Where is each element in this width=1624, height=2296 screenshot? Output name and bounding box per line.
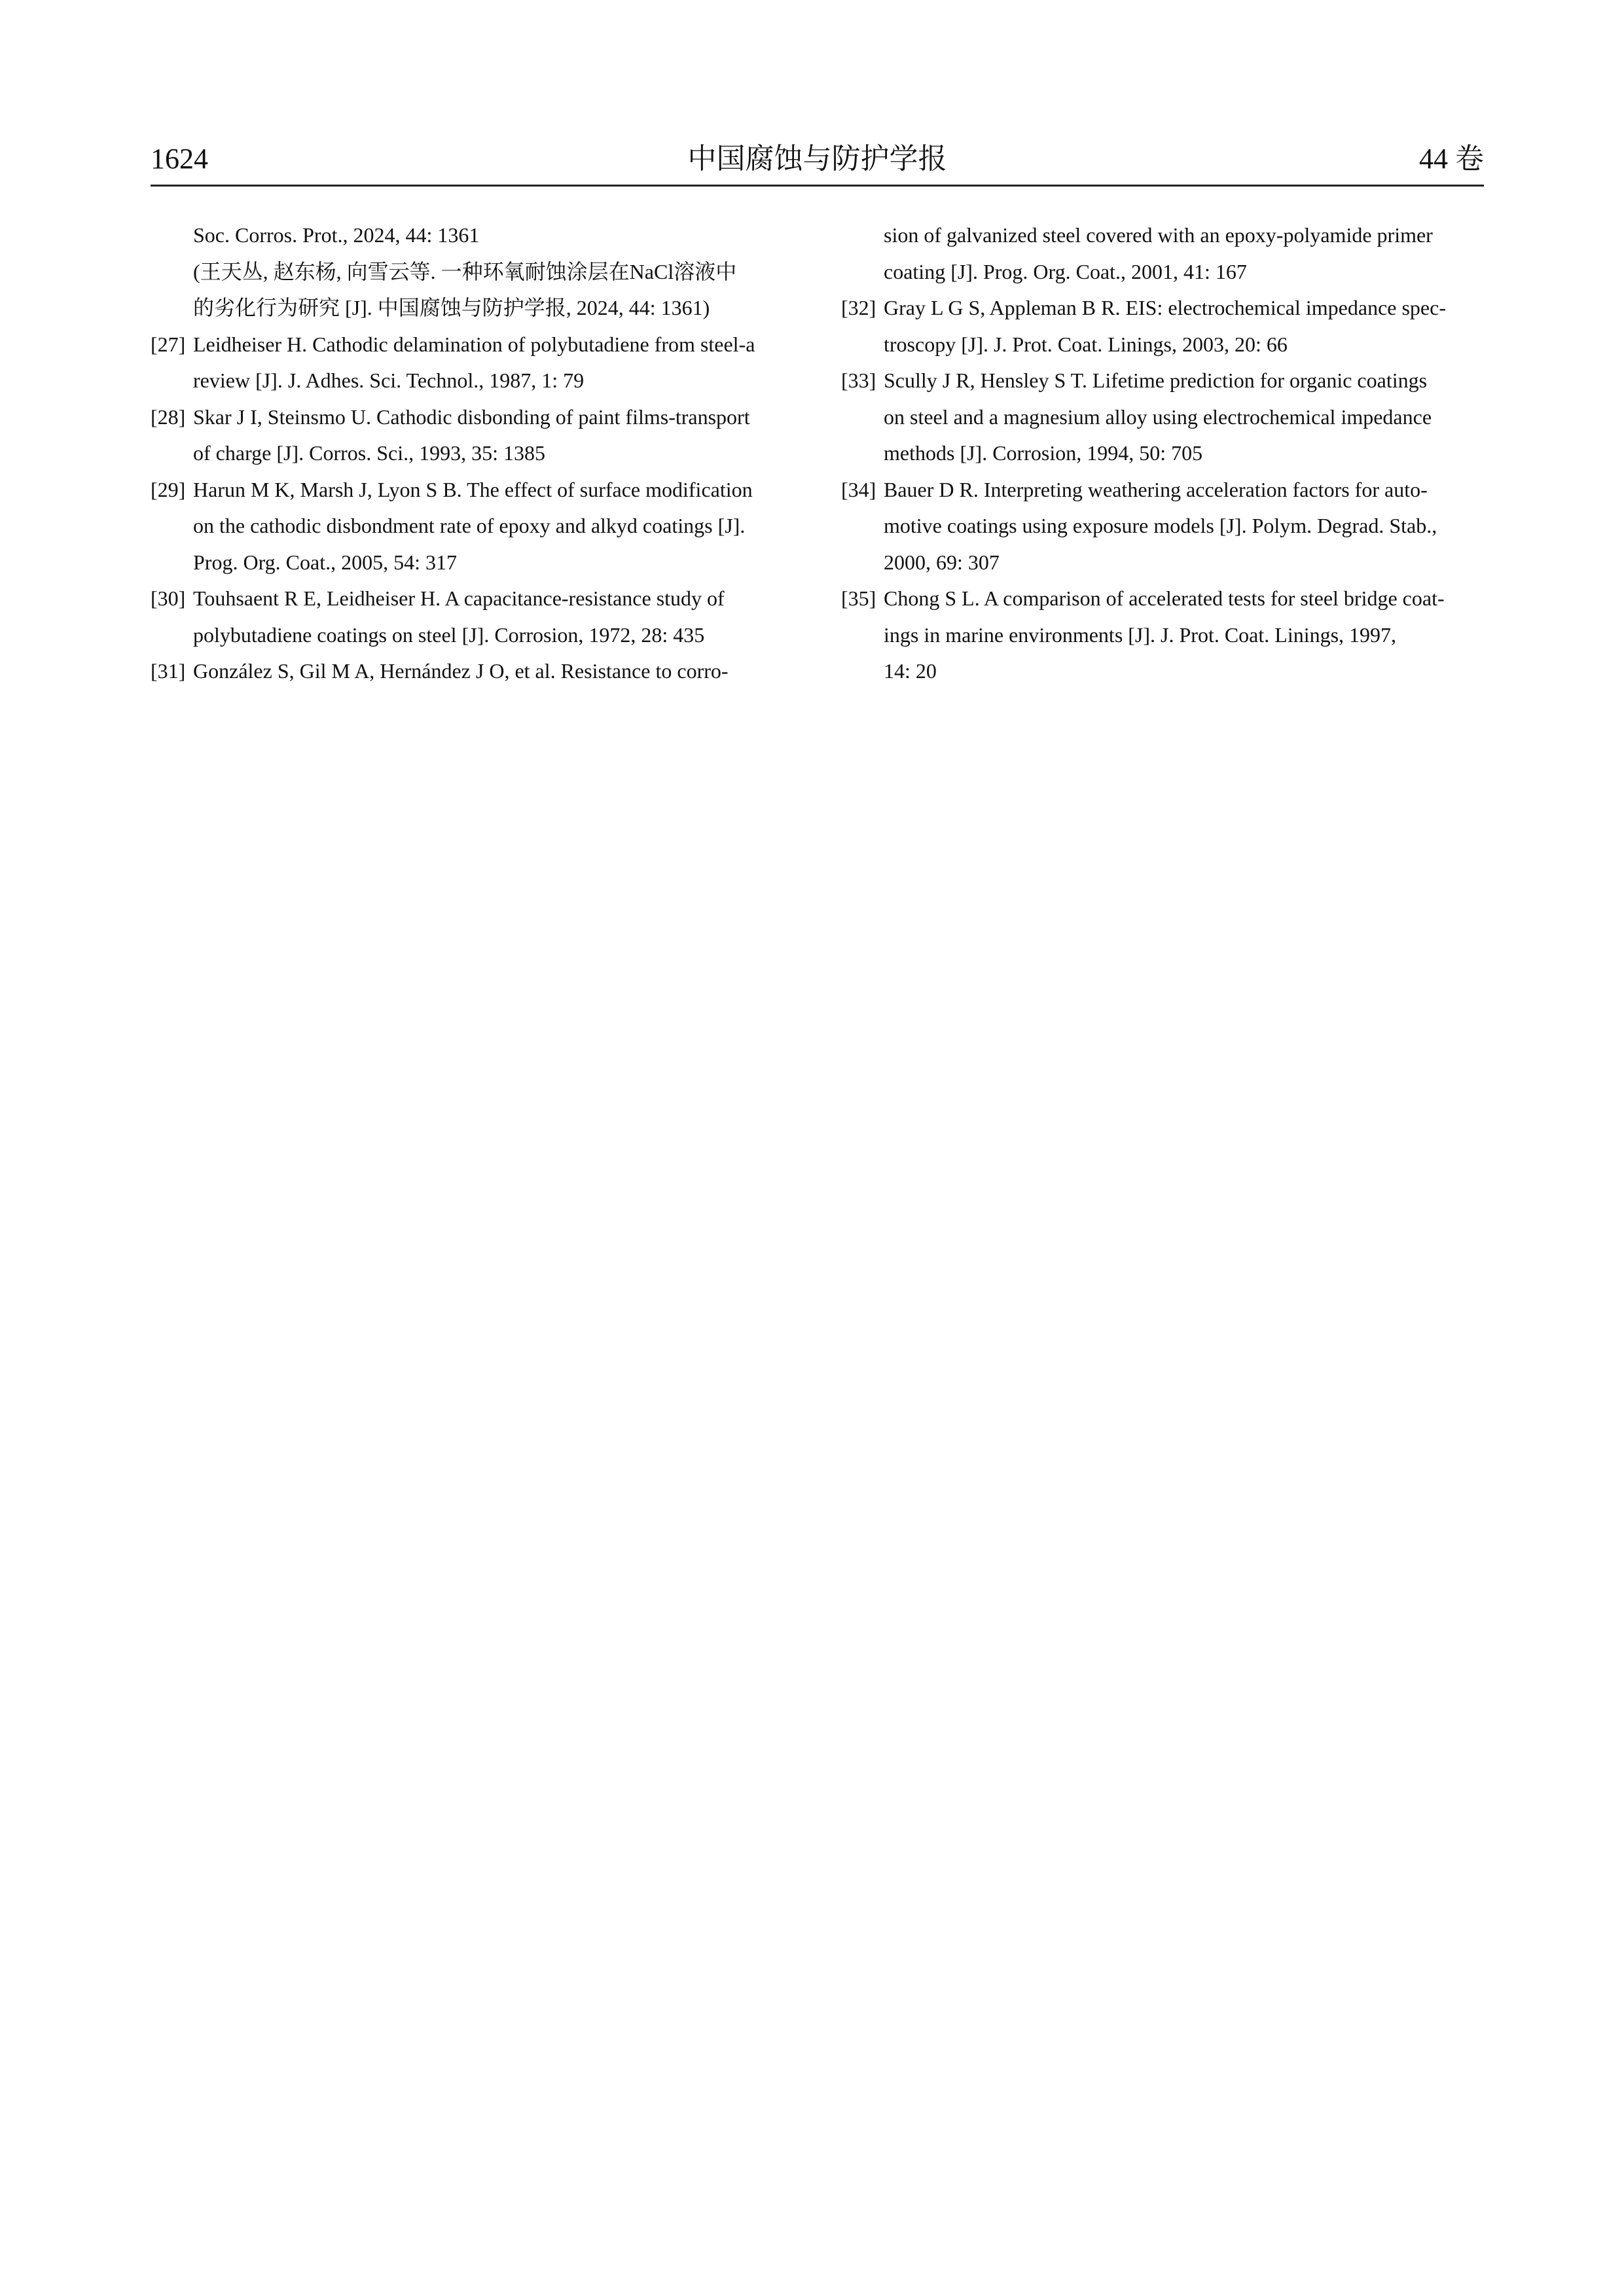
reference-32 <box>841 290 1484 363</box>
reference-line: sion of galvanized steel covered with an epoxy-polyamide primer <box>884 223 1433 247</box>
reference-line: Soc. Corros. Prot., 2024, 44: 1361 <box>193 223 480 247</box>
reference-number: [27] <box>151 332 186 356</box>
reference-26-continued <box>151 217 793 327</box>
reference-line: methods [J]. Corrosion, 1994, 50: 705 <box>884 441 1203 465</box>
reference-number: [33] <box>841 368 876 392</box>
reference-number: [28] <box>151 404 186 429</box>
reference-line: González S, Gil M A, Hernández J O, et al. Resistance to corro- <box>193 659 729 683</box>
reference-30 <box>151 581 793 653</box>
reference-line: Skar J I, Steinsmo U. Cathodic disbonding of paint films-transport <box>193 404 750 429</box>
running-head <box>151 136 1484 182</box>
reference-line: Leidheiser H. Cathodic delamination of polybutadiene from steel-a <box>193 332 755 356</box>
reference-line: Harun M K, Marsh J, Lyon S B. The effect of surface modification <box>193 477 753 501</box>
reference-27 <box>151 327 793 399</box>
reference-28 <box>151 399 793 472</box>
reference-number: [29] <box>151 477 186 501</box>
reference-33 <box>841 363 1484 472</box>
reference-35 <box>841 581 1484 690</box>
reference-line: Prog. Org. Coat., 2005, 54: 317 <box>193 550 457 574</box>
reference-number: [34] <box>841 477 876 501</box>
reference-line: 的劣化行为研究 [J]. 中国腐蚀与防护学报, 2024, 44: 1361) <box>193 296 710 319</box>
reference-line: 2000, 69: 307 <box>884 550 1000 574</box>
reference-31 <box>151 653 793 690</box>
reference-line: Chong S L. A comparison of accelerated tests for steel bridge coat- <box>884 586 1445 610</box>
reference-line: polybutadiene coatings on steel [J]. Corrosion, 1972, 28: 435 <box>193 622 705 647</box>
reference-line: Touhsaent R E, Leidheiser H. A capacitance-resistance study of <box>193 586 725 610</box>
references-right-column <box>841 217 1484 690</box>
reference-number: [31] <box>151 659 186 683</box>
reference-line: Scully J R, Hensley S T. Lifetime prediction for organic coatings <box>884 368 1428 392</box>
reference-line: (王天丛, 赵东杨, 向雪云等. 一种环氧耐蚀涂层在NaCl溶液中 <box>193 259 737 283</box>
journal-title: 中国腐蚀与防护学报 <box>687 143 947 175</box>
reference-line: on the cathodic disbondment rate of epoxy and alkyd coatings [J]. <box>193 514 746 537</box>
reference-number: [35] <box>841 586 876 610</box>
volume-label: 44 卷 <box>1419 143 1484 175</box>
reference-line: motive coatings using exposure models [J]. Polym. Degrad. Stab., <box>884 514 1437 537</box>
references-left-column <box>151 217 793 690</box>
reference-29 <box>151 472 793 581</box>
reference-number: [32] <box>841 296 876 319</box>
reference-line: troscopy [J]. J. Prot. Coat. Linings, 2003, 20: 66 <box>884 332 1288 356</box>
reference-line: of charge [J]. Corros. Sci., 1993, 35: 1385 <box>193 441 545 465</box>
reference-line: on steel and a magnesium alloy using electrochemical impedance <box>884 404 1432 429</box>
reference-34 <box>841 472 1484 581</box>
header-rule <box>151 185 1484 187</box>
reference-line: Bauer D R. Interpreting weathering acceleration factors for auto- <box>884 477 1428 501</box>
reference-line: review [J]. J. Adhes. Sci. Technol., 1987, 1: 79 <box>193 368 585 392</box>
reference-31-continued <box>841 217 1484 290</box>
reference-line: Gray L G S, Appleman B R. EIS: electrochemical impedance spec- <box>884 296 1446 319</box>
reference-line: coating [J]. Prog. Org. Coat., 2001, 41: 167 <box>884 259 1247 283</box>
reference-line: 14: 20 <box>884 659 937 683</box>
page-number: 1624 <box>151 143 208 175</box>
reference-number: [30] <box>151 586 186 610</box>
reference-line: ings in marine environments [J]. J. Prot. Coat. Linings, 1997, <box>884 622 1397 647</box>
